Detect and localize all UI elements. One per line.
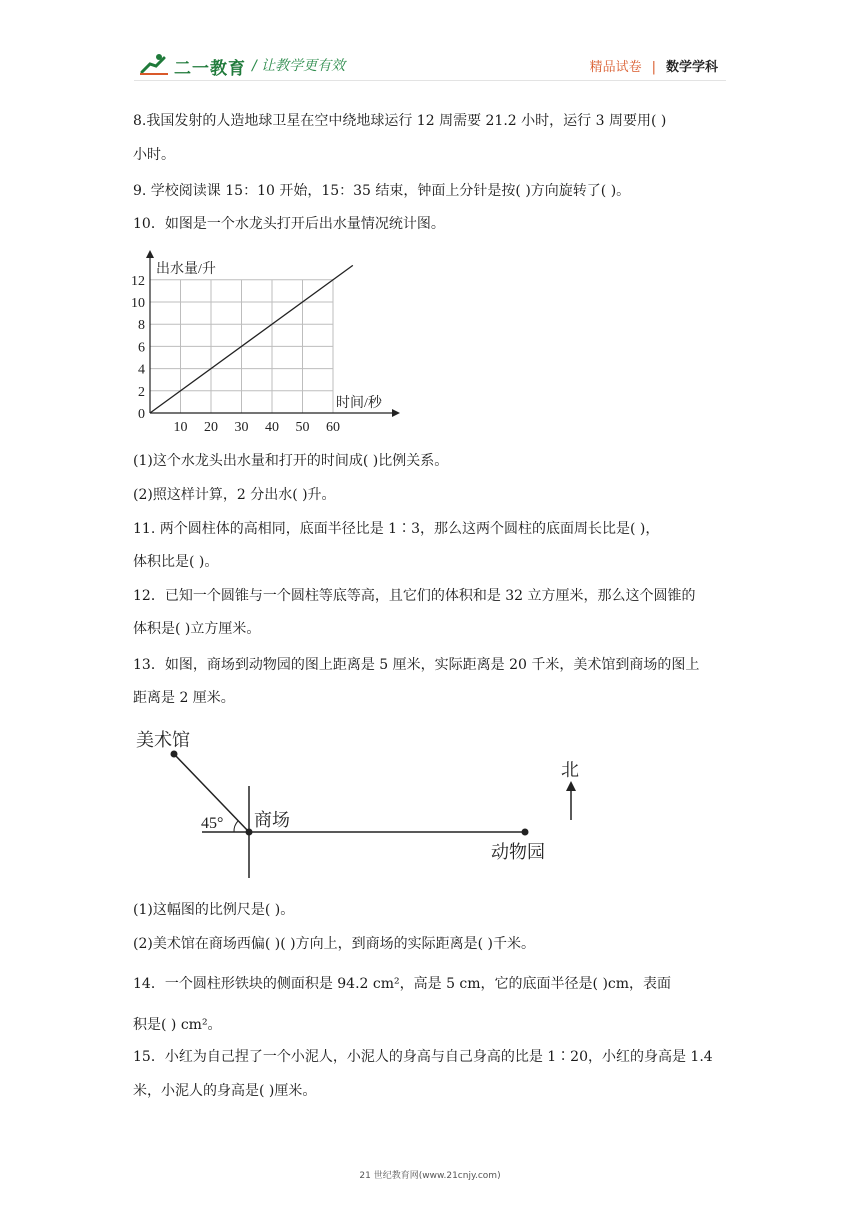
zoo-label: 动物园 [491, 842, 545, 863]
y-tick-label: 10 [131, 296, 145, 311]
museum-point [171, 751, 178, 758]
y-tick-label: 4 [138, 362, 145, 378]
museum-label: 美术馆 [136, 730, 190, 751]
logo-text: 二一教育 [174, 59, 246, 79]
zoo-point [522, 829, 529, 836]
angle-arc [234, 821, 238, 832]
header-tags [590, 56, 718, 75]
header-divider [134, 80, 726, 81]
x-tick-label: 10 [173, 420, 188, 435]
question-13-line-1: 13．如图，商场到动物园的图上距离是 5 厘米，实际距离是 20 千米，美术馆到商场的图上 [133, 657, 700, 673]
question-13-line-2: 距离是 2 厘米。 [133, 690, 235, 706]
mall-label: 商场 [254, 810, 290, 831]
question-10-part-2: (2)照这样计算，2 分出水( )升。 [133, 487, 336, 503]
question-12-line-1: 12．已知一个圆锥与一个圆柱等底等高，且它们的体积和是 32 立方厘米，那么这个圆锥的 [133, 588, 696, 604]
question-15-line-1: 15．小红为自己捏了一个小泥人，小泥人的身高与自己身高的比是 1∶20，小红的身高是 1.4 [133, 1049, 713, 1065]
y-tick-label: 8 [138, 318, 145, 334]
location-map [130, 722, 590, 882]
question-13-part-2: (2)美术馆在商场西偏( )( )方向上，到商场的实际距离是( )千米。 [133, 936, 535, 952]
question-8-line-1: 8.我国发射的人造地球卫星在空中绕地球运行 12 周需要 21.2 小时，运行 3 周要用( ) [133, 113, 667, 129]
question-8-line-2: 小时。 [133, 147, 175, 163]
slogan: / 让教学更有效 [252, 58, 346, 74]
angle-label: 45° [201, 815, 224, 832]
x-axis-label: 时间/秒 [336, 396, 382, 411]
north-arrow-icon [566, 781, 576, 791]
x-tick-label: 60 [326, 420, 340, 435]
runner-logo-icon [138, 52, 172, 76]
header-tag-quality: 精品试卷 [589, 60, 642, 75]
x-tick-label: 40 [265, 420, 279, 435]
header-separator: | [651, 60, 656, 75]
y-tick-label: 2 [138, 384, 145, 400]
water-flow-chart [124, 248, 414, 438]
y-axis-arrow-icon [146, 250, 154, 258]
north-label: 北 [561, 760, 579, 781]
y-tick-label: 6 [138, 340, 145, 356]
x-tick-label: 50 [295, 420, 310, 435]
y-tick-label: 12 [131, 273, 145, 289]
x-tick-label: 20 [204, 420, 218, 435]
mall-point [246, 829, 253, 836]
y-axis-label: 出水量/升 [156, 262, 216, 277]
question-12-line-2: 体积是( )立方厘米。 [133, 621, 261, 637]
question-14-line-1: 14．一个圆柱形铁块的侧面积是 94.2 cm²，高是 5 cm，它的底面半径是( )cm，表面 [133, 976, 672, 992]
question-14-line-2: 积是( ) cm²。 [133, 1017, 222, 1033]
x-axis-arrow-icon [392, 409, 400, 417]
page-header [0, 0, 860, 90]
question-11-line-1: 11. 两个圆柱体的高相同，底面半径比是 1∶3，那么这两个圆柱的底面周长比是( )， [133, 521, 660, 537]
y-tick-label: 0 [138, 407, 145, 422]
question-11-line-2: 体积比是( )。 [133, 554, 219, 570]
question-10-part-1: (1)这个水龙头出水量和打开的时间成( )比例关系。 [133, 453, 449, 469]
question-10: 10．如图是一个水龙头打开后出水量情况统计图。 [133, 216, 445, 232]
page-footer: 21 世纪教育网(www.21cnjy.com) [359, 1171, 501, 1181]
question-9: 9. 学校阅读课 15：10 开始，15：35 结束，钟面上分针是按( )方向旋转了( )。 [133, 183, 631, 199]
x-tick-label: 30 [234, 420, 249, 435]
header-tag-subject: 数学学科 [665, 60, 718, 75]
question-15-line-2: 米，小泥人的身高是( )厘米。 [133, 1083, 317, 1099]
question-13-part-1: (1)这幅图的比例尺是( )。 [133, 902, 295, 918]
